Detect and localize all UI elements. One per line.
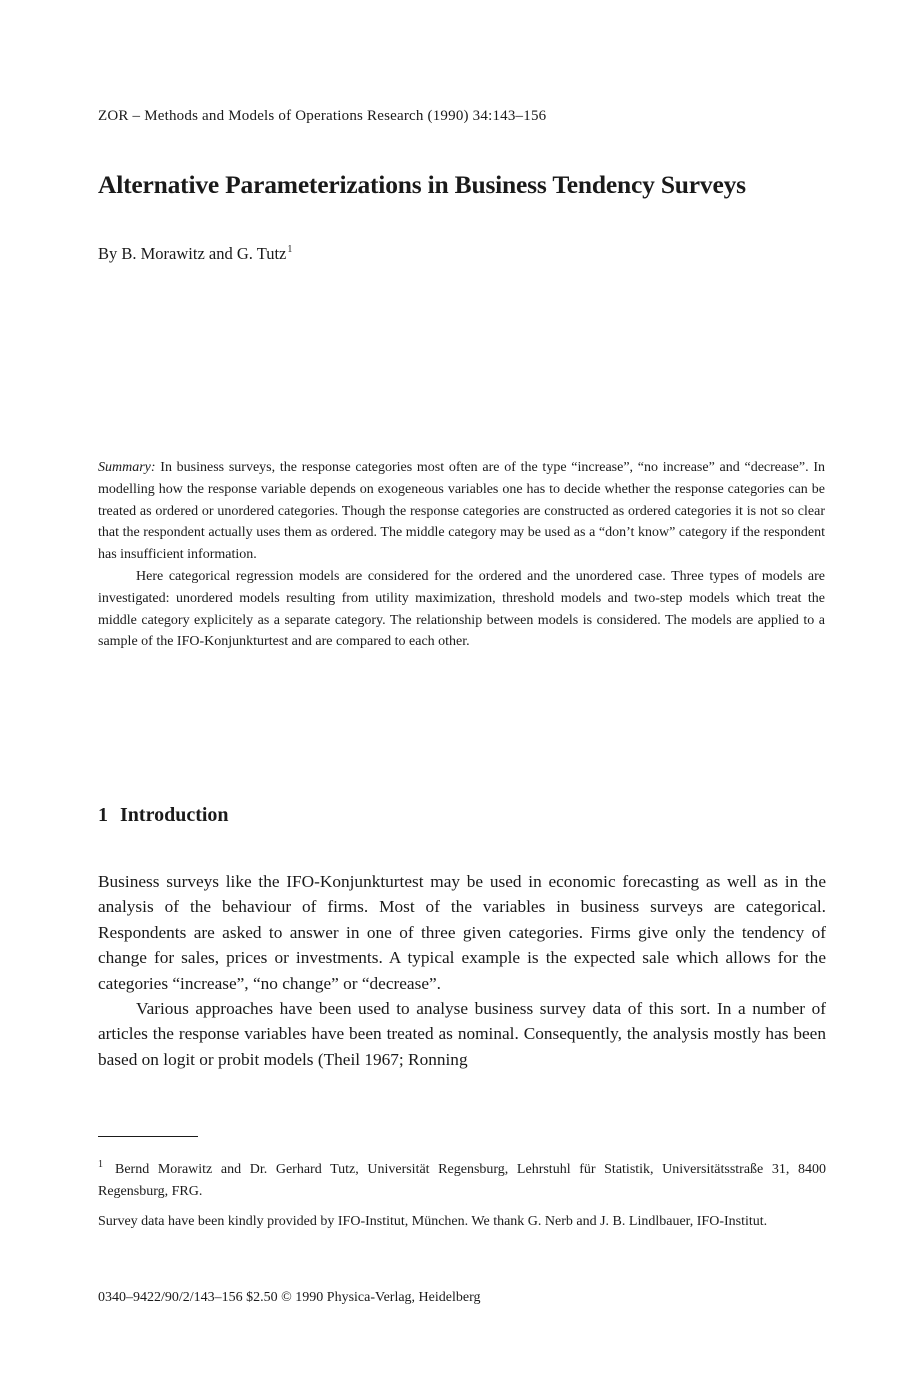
introduction-body bbox=[98, 869, 826, 1072]
body-paragraph-2: Various approaches have been used to analyse business survey data of this sort. In a number of articles the response variables have been treated as nominal. Consequently, the analysis mostly has been based on logit or probit models (Theil 1967; Ronning bbox=[98, 999, 826, 1069]
author-names: By B. Morawitz and G. Tutz bbox=[98, 244, 287, 263]
body-paragraph-1: Business surveys like the IFO-Konjunkturtest may be used in economic forecasting as well as in the analysis of the behaviour of firms. Most of the variables in business surveys are categorical. Respondents are asked to answer in one of three given categories. Firms give only the tendency of change for sales, prices or investments. A typical example is the expected sale which allows for the categories “increase”, “no change” or “decrease”. bbox=[98, 872, 826, 993]
section-heading bbox=[98, 804, 229, 827]
section-number: 1 bbox=[98, 804, 108, 826]
footnote-affiliation bbox=[98, 1154, 826, 1203]
footnote-divider bbox=[98, 1136, 198, 1137]
author-footnote-marker[interactable]: 1 bbox=[287, 244, 293, 255]
abstract-text-1: In business surveys, the response categories most often are of the type “increase”, “no increase” and “decrease”. In modelling how the response variable depends on exogeneous variables one has to decide whether the response categories can be treated as ordered or unordered categories. Though the response categories are constructed as ordered categories it is not so clear that the respondent actually uses them as ordered. The middle category may be used as a “don’t know” category if the respondent has insufficient information. bbox=[98, 460, 825, 563]
copyright-line: 0340–9422/90/2/143–156 $2.50 © 1990 Physica-Verlag, Heidelberg bbox=[98, 1290, 481, 1305]
abstract-lead: Summary: bbox=[98, 460, 156, 475]
author-byline bbox=[98, 244, 292, 264]
footnotes bbox=[98, 1154, 826, 1232]
footnote-marker: 1 bbox=[98, 1159, 103, 1170]
paper-title: Alternative Parameterizations in Business Tendency Surveys bbox=[98, 170, 746, 199]
abstract-paragraph-1 bbox=[98, 457, 825, 566]
abstract bbox=[98, 457, 825, 653]
abstract-paragraph-2: Here categorical regression models are considered for the ordered and the unordered case. Three types of models are investigated: unordered models resulting from utility maximization, threshold models and two-step models which treat the middle category explicitely as a separate category. The relationship between models is considered. The models are applied to a sample of the IFO-Konjunkturtest and are compared to each other. bbox=[98, 568, 825, 650]
section-title: Introduction bbox=[120, 804, 229, 826]
footnote-acknowledgement: Survey data have been kindly provided by IFO-Institut, München. We thank G. Nerb and J. B. Lindlbauer, IFO-Institut. bbox=[98, 1213, 768, 1229]
journal-header: ZOR – Methods and Models of Operations Research (1990) 34:143–156 bbox=[98, 108, 547, 124]
footnote-affiliation-text: Bernd Morawitz and Dr. Gerhard Tutz, Universität Regensburg, Lehrstuhl für Statistik, Universitätsstraße 31, 8400 Regensburg, FRG. bbox=[98, 1162, 826, 1199]
